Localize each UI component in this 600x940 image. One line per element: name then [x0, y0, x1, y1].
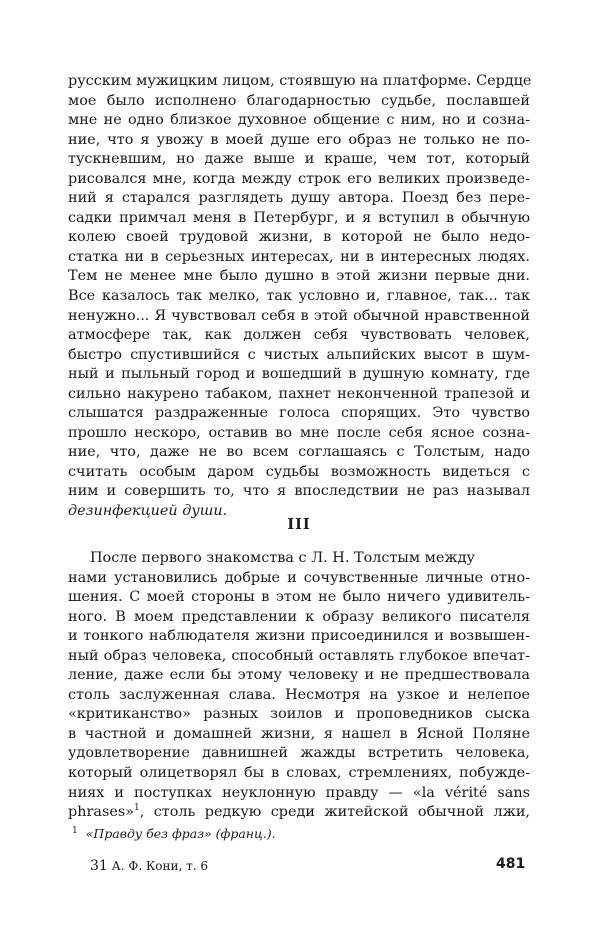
text-line: удовлетворение давнишней жажды встретить человека, — [68, 745, 530, 762]
footnote — [72, 826, 276, 841]
text-line: ный образ человека, способный оставлять глубокое впечат- — [68, 647, 530, 664]
text-line: тускневшим, но даже выше и краше, чем тот, который — [68, 151, 530, 168]
text-line: ние, что, даже не во всем соглашаясь с Толстым, надо — [68, 444, 530, 461]
text-line: ного. В моем представлении к образу великого писателя — [68, 608, 530, 625]
text-line: нами установились добрые и сочувственные личные отно- — [68, 569, 530, 586]
text-line: ние, что я увожу в моей душе его образ не только не по- — [68, 131, 530, 148]
footnote-number: 1 — [72, 826, 78, 836]
text-line: мое было исполнено благодарностью судьбе, пославшей — [68, 92, 530, 109]
text-line: ненужно... Я чувствовал себя в этой обычной нравственной — [68, 307, 530, 324]
text-line: ление, даже если бы этому человеку и не предшествовала — [68, 667, 530, 684]
text-line: считать особым даром судьбы возможность видеться с — [68, 463, 530, 480]
text-line: атмосфере так, как должен себя чувствовать человек, — [68, 327, 530, 344]
text-fragment: , столь редкую среди житейской обычной лжи, — [139, 804, 530, 821]
text-line: ниях и поступках неуклонную правду — «la vérité sans — [68, 784, 530, 801]
text-line: в частной и домашней жизни, я нашел в Ясной Поляне — [68, 725, 530, 742]
signature-text: А. Ф. Кони, т. 6 — [111, 859, 209, 873]
text-line: статка ни в серьезных интересах, ни в интересных людях. — [68, 248, 530, 265]
text-line: ний я старался разглядеть душу автора. Поезд без пере- — [68, 190, 530, 207]
text-line: колею своей трудовой жизни, в которой не было недо- — [68, 229, 530, 246]
text-line: рисовался мне, когда между строк его великих произведе- — [68, 170, 530, 187]
text-line: Все казалось так мелко, так условно и, главное, так... так — [68, 288, 530, 305]
text-line-with-footnote — [68, 803, 530, 823]
footnote-text: «Правду без фраз» (франц.). — [85, 826, 276, 842]
text-line: русским мужицким лицом, стоявшую на платформе. Сердце — [68, 73, 532, 89]
text-line: слышатся раздраженные голоса спорящих. Это чувство — [68, 405, 530, 422]
main-text-block-1 — [68, 72, 530, 522]
text-line: прошло нескоро, оставив во мне после себя ясное созна- — [68, 424, 530, 441]
section-heading: III — [287, 516, 311, 533]
text-line: мне не одно близкое духовное общение с ним, но и созна- — [68, 112, 530, 129]
text-line: Тем не менее мне было душно в этой жизни первые дни. — [68, 268, 530, 285]
text-line: который олицетворял бы в словах, стремлениях, побужде- — [68, 765, 530, 782]
text-line: сильно накурено табаком, пахнет неконченной трапезой и — [68, 385, 530, 402]
text-line: После первого знакомства с Л. Н. Толстым между — [90, 550, 475, 566]
text-fragment: phrases» — [68, 804, 135, 821]
text-line: быстро спустившийся с чистых альпийских высот в шум- — [68, 346, 530, 363]
text-line: и тонкого наблюдателя жизни присоединился и возвышен- — [68, 628, 530, 645]
footnote-reference[interactable]: 1 — [134, 803, 140, 814]
text-line: ный и пыльный город и вошедший в душную комнату, где — [68, 366, 530, 383]
text-line: ним и совершить то, что я впоследствии не раз называл — [68, 483, 530, 500]
text-line: «критиканство» разных зоилов и проповедников сыска — [68, 706, 530, 723]
text-line: шения. С моей стороны в этом не было ничего удивитель- — [68, 589, 530, 606]
printer-signature — [90, 858, 208, 874]
main-text-block-2 — [68, 549, 530, 823]
signature-sheet-number: 31 — [90, 858, 108, 874]
text-line-italic: дезинфекцией души. — [68, 503, 228, 520]
text-line: садки примчал меня в Петербург, и я вступил в обычную — [68, 209, 530, 226]
text-line: столь заслуженная слава. Несмотря на узкое и нелепое — [68, 686, 530, 703]
page-number: 481 — [496, 856, 526, 872]
